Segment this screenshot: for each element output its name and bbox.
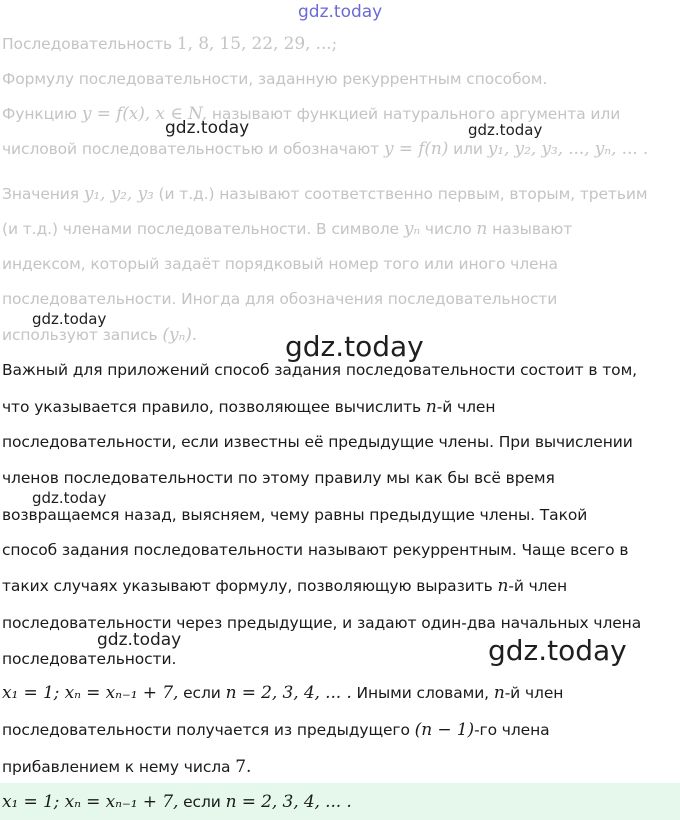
body-line-7: [2, 576, 567, 596]
intro-line-9: [2, 325, 197, 345]
example-text: прибавлением к нему числа: [2, 758, 236, 776]
body-line-1: Важный для приложений способ задания последовательности состоит в том,: [2, 361, 637, 379]
answer-formula: x₁ = 1; xₙ = xₙ₋₁ + 7,: [2, 792, 179, 812]
symbol-n: n: [497, 576, 509, 596]
example-text: последовательности получается из предыдущего: [2, 721, 415, 739]
intro-line-6: [2, 219, 572, 239]
body-line-9: последовательности.: [2, 650, 177, 668]
values-formula: y₁, y₂, y₃: [83, 184, 154, 204]
sequence-formula: y = f(n): [383, 139, 449, 159]
intro-text: используют запись: [2, 326, 163, 344]
body-text: что указывается правило, позволяющее вычислить: [2, 398, 426, 416]
recurrence-formula: x₁ = 1; xₙ = xₙ₋₁ + 7,: [2, 683, 179, 703]
intro-text: (и т.д.) называют соответственно первым, вторым, третьим: [153, 185, 648, 203]
intro-line-7: индексом, который задаёт порядковый номер того или иного члена: [2, 255, 558, 273]
intro-text: число: [420, 220, 477, 238]
body-line-2: [2, 397, 495, 417]
intro-line-2: Формулу последовательности, заданную рекуррентным способом.: [2, 70, 548, 88]
example-text: -го члена: [474, 721, 550, 739]
sequence-notation: y₁, y₂, y₃, ..., yₙ, ... .: [487, 139, 649, 159]
example-text: Иными словами,: [351, 684, 494, 702]
intro-text: Значения: [2, 185, 84, 203]
example-text: -й член: [504, 684, 564, 702]
intro-text: числовой последовательностью и обозначают: [2, 140, 384, 158]
watermark: gdz.today: [165, 118, 250, 138]
intro-text: называют: [487, 220, 573, 238]
body-text: таких случаях указывают формулу, позволяющую выразить: [2, 577, 498, 595]
intro-text: называют функцией натурального аргумента или: [207, 105, 621, 123]
watermark: gdz.today: [32, 310, 107, 328]
answer-n-values: n = 2, 3, 4, ... .: [225, 792, 352, 812]
body-line-3: последовательности, если известны её предыдущие члены. При вычислении: [2, 433, 633, 451]
intro-line-1: [2, 34, 337, 54]
body-text: -й член: [436, 398, 496, 416]
number-seven: 7.: [235, 757, 252, 777]
intro-text: Функцию: [2, 105, 82, 123]
intro-line-5: [2, 184, 647, 204]
intro-text: Последовательность: [2, 35, 177, 53]
body-line-6: способ задания последовательности называют рекуррентным. Чаще всего в: [2, 541, 629, 559]
watermark: gdz.today: [468, 121, 543, 139]
notation-yn: (yₙ).: [162, 325, 198, 345]
body-line-4: членов последовательности по этому правилу мы как бы всё время: [2, 469, 555, 487]
watermark-top: gdz.today: [298, 2, 383, 22]
symbol-yn: yₙ: [403, 219, 421, 239]
watermark-large: gdz.today: [488, 634, 627, 667]
function-formula: y = f(x), x ∈ N,: [81, 104, 207, 124]
intro-line-3: [2, 104, 620, 124]
example-text: если: [178, 684, 226, 702]
intro-text: (и т.д.) членами последовательности. В символе: [2, 220, 404, 238]
watermark: gdz.today: [97, 630, 182, 650]
n-values: n = 2, 3, 4, ... .: [225, 683, 352, 703]
example-line-1: [2, 683, 563, 703]
watermark: gdz.today: [32, 489, 107, 507]
previous-term-formula: (n − 1): [414, 720, 475, 740]
symbol-n: n: [425, 397, 437, 417]
answer-line: [2, 792, 352, 812]
intro-line-8: последовательности. Иногда для обозначения последовательности: [2, 290, 558, 308]
symbol-n: n: [493, 683, 505, 703]
sequence-example: 1, 8, 15, 22, 29, ...;: [176, 34, 338, 54]
example-line-2: [2, 720, 550, 740]
intro-line-4: [2, 139, 648, 159]
body-line-8: последовательности через предыдущие, и задают один-два начальных члена: [2, 614, 642, 632]
example-line-3: [2, 757, 251, 777]
body-text: -й член: [508, 577, 567, 595]
symbol-n: n: [476, 219, 488, 239]
watermark-large: gdz.today: [285, 330, 424, 363]
body-line-5: возвращаемся назад, выясняем, чему равны предыдущие члены. Такой: [2, 506, 588, 524]
intro-text: или: [448, 140, 488, 158]
answer-text: если: [178, 793, 226, 811]
